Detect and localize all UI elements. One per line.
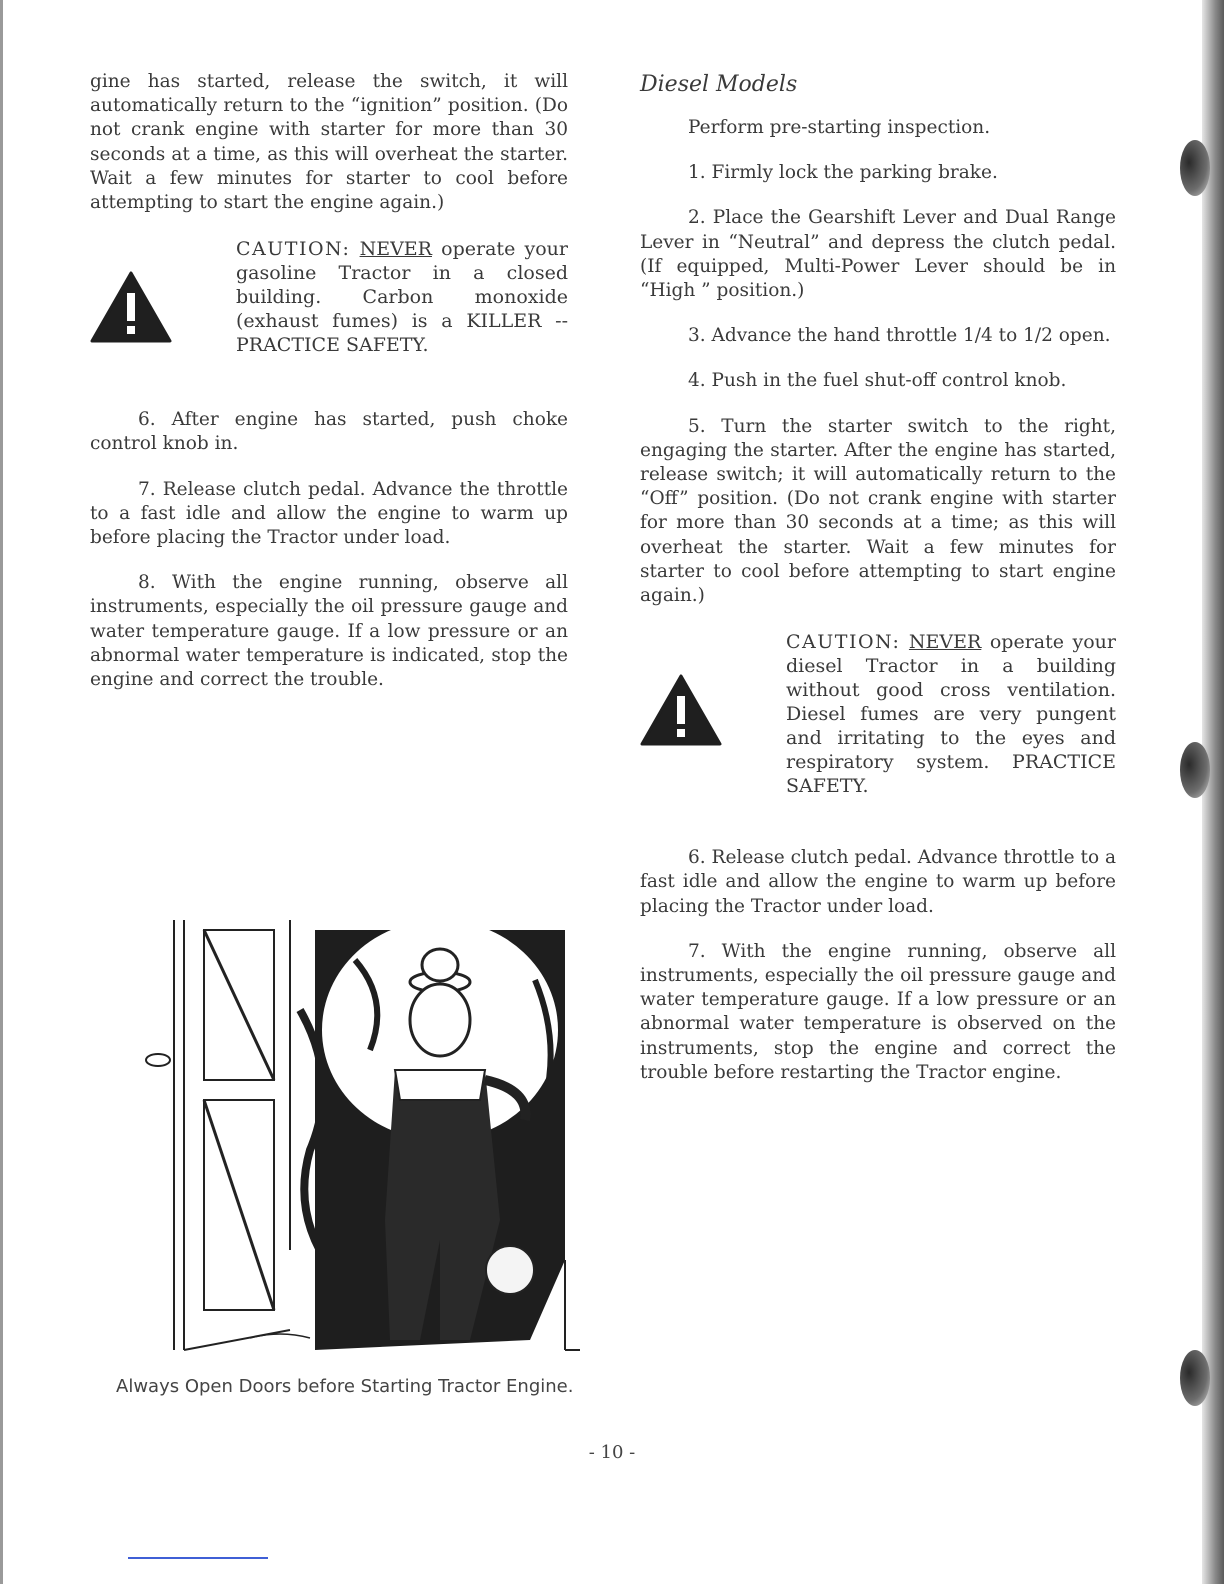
caution-never: NEVER [359,238,432,261]
caution-never: NEVER [908,631,982,654]
step-6: 6. Release clutch pedal. Advance throttle to a fast idle and allow the engine to warm up before placing the Tractor under load. [640,847,1116,917]
warning-icon [90,271,172,343]
binder-hole [1180,140,1210,196]
left-column [90,70,568,692]
right-column [640,70,1116,1085]
step-8: 8. With the engine running, observe all instruments, especially the oil pressure gauge and water temperature gauge. If a low pressure or an abnormal water temperature is indicated, stop the engine and correct the trouble. [90,572,568,691]
step-2: 2. Place the Gearshift Lever and Dual Range Lever in “Neutral” and depress the clutch pedal. (If equipped, Multi-Power Lever should be in “High ” position.) [640,207,1116,302]
intro: Perform pre-starting inspection. [688,117,991,138]
warning-icon [640,674,722,746]
step-7: 7. With the engine running, observe all instruments, especially the oil pressure gauge and water temperature gauge. If a low pressure or an abnormal water temperature is observed on the instruments, stop the engine and correct the trouble before restarting the Tractor engine. [640,940,1116,1083]
caution-box-gasoline [90,237,568,387]
binder-hole [1180,742,1210,798]
step-1: 1. Firmly lock the parking brake. [688,162,998,184]
page-number: - 10 - [588,1442,636,1463]
paragraph-continued: gine has started, release the switch, it will automatically return to the “ignition” position. (Do not crank engine with starter for more than 30 seconds at a time, as this will overheat the starter. Wait a few minutes for starter to cool before attempting to start the engine again.) [90,71,568,214]
illustration-open-door [140,920,580,1360]
step-5: 5. Turn the starter switch to the right, engaging the starter. After the engine has started, release switch; it will automatically return to the “Off” position. (Do not crank engine with starter for more than 30 seconds at a time; as this will overheat the starter. Wait a few minutes for starter to cool before attempting to start engine again.) [640,415,1116,607]
page-binding-edge [1202,0,1224,1584]
caution-box-diesel [640,630,1116,798]
step-7: 7. Release clutch pedal. Advance the throttle to a fast idle and allow the engine to warm up before placing the Tractor under load. [90,478,568,549]
caution-label: CAUTION: [236,238,351,261]
figure-caption: Always Open Doors before Starting Tractor Engine. [116,1376,574,1397]
section-heading: Diesel Models [640,72,798,97]
footer-underline [128,1557,268,1559]
step-3: 3. Advance the hand throttle 1/4 to 1/2 open. [688,325,1111,347]
caution-text: operate your gasoline Tractor in a closed building. Carbon monoxide (exhaust fumes) is a KILLER -- PRACTICE SAFETY. [236,238,568,357]
page-edge [0,0,3,1584]
binder-hole [1180,1350,1210,1406]
step-6: 6. After engine has started, push choke control knob in. [90,409,568,455]
caution-text: operate your diesel Tractor in a building without good cross ventilation. Diesel fumes are very pungent and irritating to the eyes and respiratory system. PRACTICE SAFETY. [786,631,1117,798]
caution-label: CAUTION: [786,631,901,654]
step-4: 4. Push in the fuel shut-off control knob. [688,370,1067,392]
